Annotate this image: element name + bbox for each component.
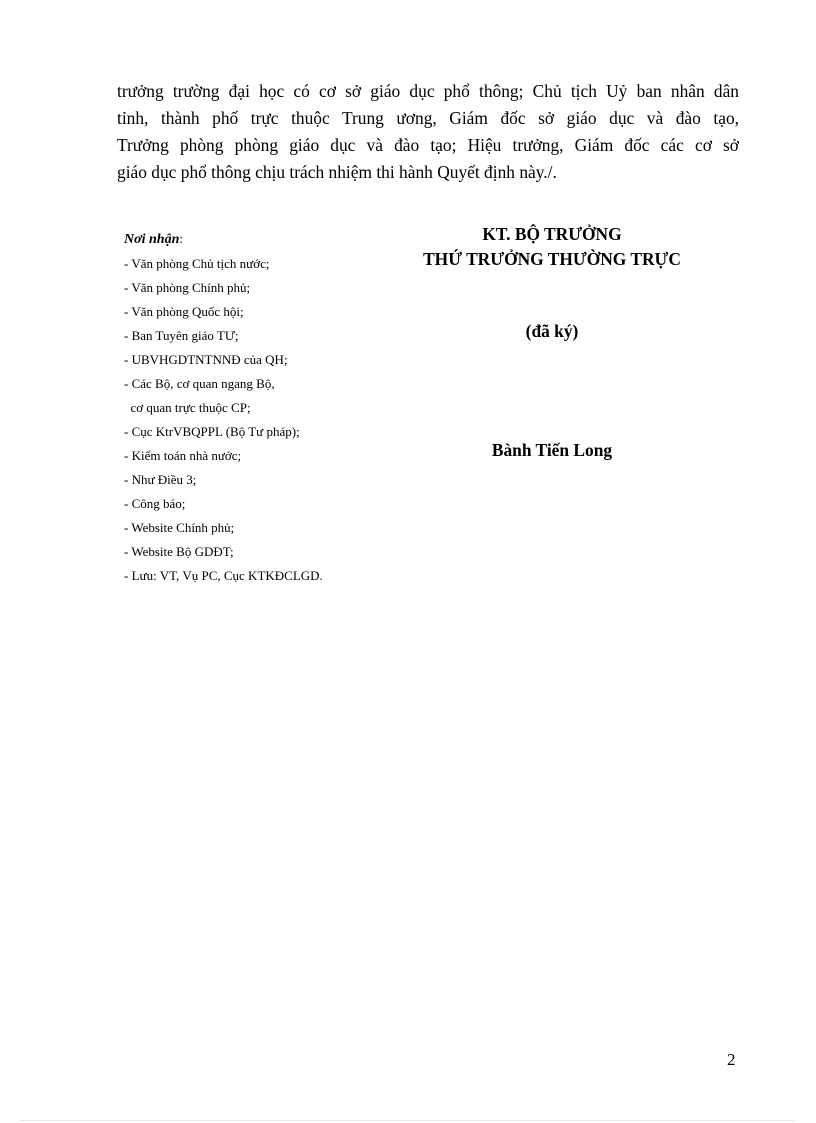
body-line-4: giáo dục phổ thông chịu trách nhiệm thi hành Quyết định này./. bbox=[117, 162, 557, 182]
recipients-heading: Nơi nhận bbox=[124, 232, 180, 247]
recipient-item: - Lưu: VT, Vụ PC, Cục KTKĐCLGD. bbox=[124, 568, 323, 583]
body-line-2: tỉnh, thành phố trực thuộc Trung ương, Giám đốc sở giáo dục và đào tạo, bbox=[117, 108, 739, 128]
recipient-item: - Công báo; bbox=[124, 496, 186, 511]
page-bottom-divider bbox=[20, 1120, 796, 1121]
recipient-item: - Cục KtrVBQPPL (Bộ Tư pháp); bbox=[124, 424, 300, 439]
recipient-item: - Website Bộ GDĐT; bbox=[124, 544, 234, 559]
signatory-name: Bành Tiến Long bbox=[491, 440, 613, 460]
recipient-item: - Các Bộ, cơ quan ngang Bộ, bbox=[124, 376, 275, 391]
recipient-item: - Kiểm toán nhà nước; bbox=[124, 448, 242, 463]
recipient-item: - Văn phòng Quốc hội; bbox=[124, 304, 244, 319]
recipients-heading-row bbox=[124, 227, 394, 252]
recipient-item: - Như Điều 3; bbox=[124, 472, 197, 487]
signature-signed-note: (đã ký) bbox=[525, 321, 579, 341]
recipient-item: cơ quan trực thuộc CP; bbox=[124, 400, 251, 415]
recipient-item: - Văn phòng Chính phủ; bbox=[124, 280, 251, 295]
recipient-item: - Ban Tuyên giáo TƯ; bbox=[124, 328, 239, 343]
body-line-3: Trưởng phòng phòng giáo dục và đào tạo; Hiệu trưởng, Giám đốc các cơ sở bbox=[117, 135, 739, 155]
recipient-item: - Website Chính phủ; bbox=[124, 520, 235, 535]
body-paragraph bbox=[117, 78, 739, 186]
signature-title-1: KT. BỘ TRƯỞNG bbox=[482, 224, 622, 244]
recipient-item: - UBVHGDTNTNNĐ của QH; bbox=[124, 352, 288, 367]
recipient-item: - Văn phòng Chủ tịch nước; bbox=[124, 256, 270, 271]
page-number: 2 bbox=[727, 1050, 736, 1069]
recipients-heading-colon: : bbox=[179, 231, 183, 246]
body-line-1: trưởng trường đại học có cơ sở giáo dục phổ thông; Chủ tịch Uỷ ban nhân dân bbox=[117, 81, 739, 101]
signature-title-2: THỨ TRƯỞNG THƯỜNG TRỰC bbox=[423, 249, 681, 269]
recipients-block bbox=[124, 227, 394, 588]
